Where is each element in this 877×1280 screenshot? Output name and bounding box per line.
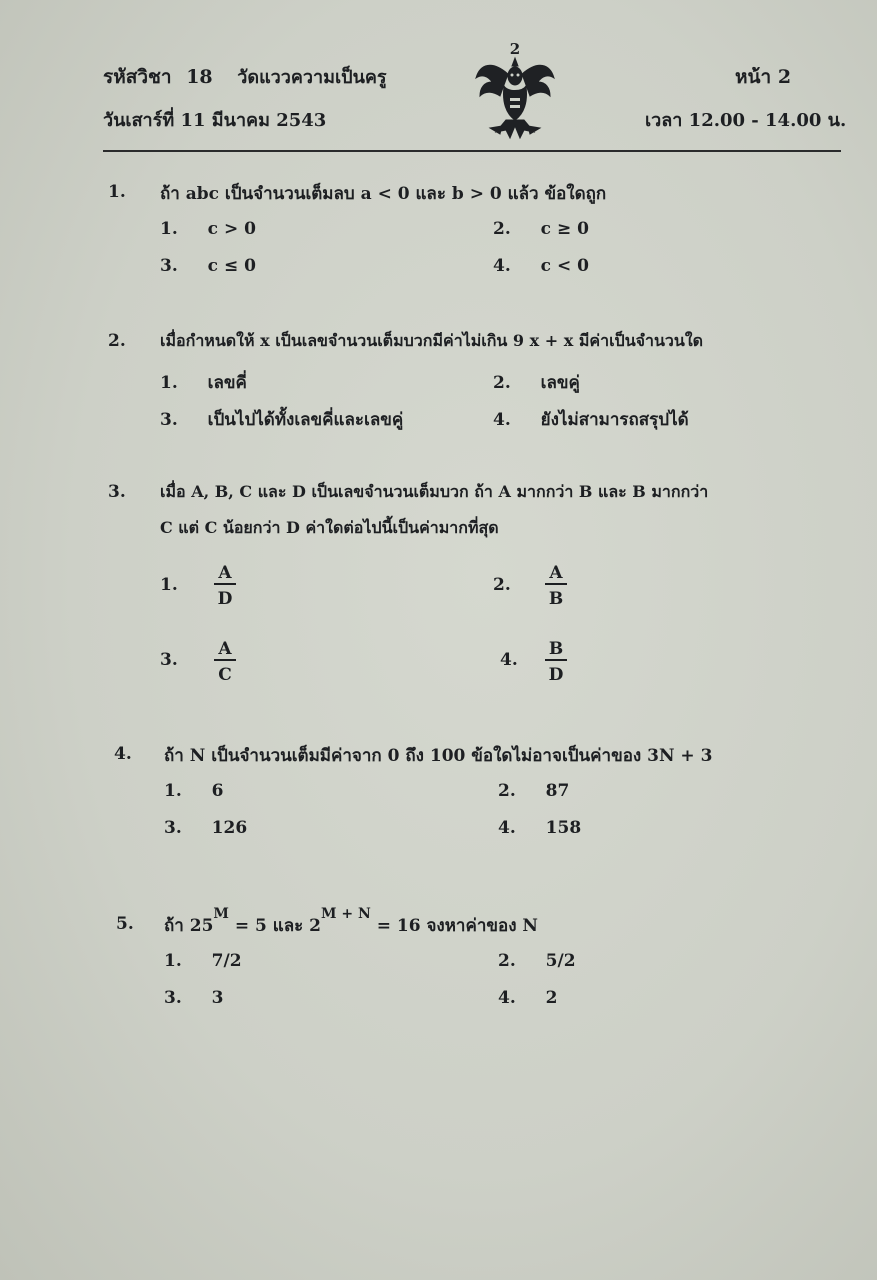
question-2-option-4: 4. ยังไม่สามารถสรุปได้: [493, 410, 689, 430]
question-5-option-4: 4. 2: [498, 988, 558, 1008]
question-4-option-4: 4. 158: [498, 818, 582, 838]
garuda-emblem-icon: [472, 40, 558, 144]
question-3-text-line-1: เมื่อ A, B, C และ D เป็นเลขจำนวนเต็มบวก ถ้า A มากกว่า B และ B มากกว่า: [160, 482, 709, 501]
emblem-number: 2: [509, 40, 521, 58]
page-label: หน้า: [735, 66, 772, 88]
question-3-option-4-fraction: [545, 639, 567, 689]
question-3-option-2-number: 2.: [493, 575, 511, 595]
question-2-option-3: 3. เป็นไปได้ทั้งเลขคี่และเลขคู่: [160, 410, 404, 430]
question-2-text: เมื่อกำหนดให้ x เป็นเลขจำนวนเต็มบวกมีค่าไม่เกิน 9 x + x มีค่าเป็นจำนวนใด: [160, 331, 704, 350]
question-2-number: 2.: [108, 331, 126, 351]
question-4-option-2: 2. 87: [498, 781, 570, 801]
question-3-option-1-number: 1.: [160, 575, 178, 595]
question-2-option-1: 1. เลขคี่: [160, 373, 247, 393]
question-5-text: ถ้า $25^M = 5$ และ $2^{M + N} = 16$ จงหาค่าของ N: [164, 906, 538, 936]
question-3-option-3-fraction: [214, 639, 236, 689]
question-5-option-3: 3. 3: [164, 988, 224, 1008]
header-divider: [103, 150, 841, 152]
question-1-text: ถ้า abc เป็นจำนวนเต็มลบ a < 0 และ b > 0 แล้ว ข้อใดถูก: [160, 184, 607, 204]
question-1-option-4: 4. c < 0: [493, 256, 589, 276]
question-1-option-2: 2. c ≥ 0: [493, 219, 589, 239]
question-3-number: 3.: [108, 482, 126, 502]
fraction-numerator: A: [545, 563, 567, 585]
question-3-option-3-number: 3.: [160, 650, 178, 670]
fraction-denominator: D: [548, 665, 564, 685]
fraction-numerator: A: [214, 639, 236, 661]
question-3-text-line-2: C แต่ C น้อยกว่า D ค่าใดต่อไปนี้เป็นค่ามากที่สุด: [160, 518, 499, 537]
question-4-option-3: 3. 126: [164, 818, 248, 838]
exam-time: เวลา 12.00 - 14.00 น.: [645, 110, 847, 131]
fraction-denominator: D: [217, 589, 233, 609]
fraction-numerator: B: [545, 639, 567, 661]
subject-line: [103, 62, 387, 92]
subject-code: 18: [186, 66, 213, 88]
question-5-number: 5.: [116, 914, 134, 934]
question-4-number: 4.: [114, 744, 132, 764]
question-1-option-1: 1. c > 0: [160, 219, 256, 239]
page-indicator: [735, 62, 791, 92]
fraction-numerator: A: [214, 563, 236, 585]
page-number: 2: [777, 66, 792, 88]
fraction-denominator: C: [218, 665, 232, 685]
question-1-number: 1.: [108, 182, 126, 202]
question-3-option-4-number: 4.: [500, 650, 518, 670]
question-3-option-1-fraction: [214, 563, 236, 613]
exponent-m-plus-n: M + N: [321, 906, 371, 923]
question-5-option-2: 2. 5/2: [498, 951, 576, 971]
subject-name: วัดแววความเป็นครู: [237, 67, 387, 88]
subject-code-label: รหัสวิชา: [103, 66, 172, 88]
exponent-m: M: [213, 906, 229, 923]
question-5-option-1: 1. 7/2: [164, 951, 242, 971]
question-4-option-1: 1. 6: [164, 781, 224, 801]
question-1-option-3: 3. c ≤ 0: [160, 256, 256, 276]
fraction-denominator: B: [548, 589, 564, 609]
exam-date: วันเสาร์ที่ 11 มีนาคม 2543: [103, 110, 327, 131]
question-4-text: ถ้า N เป็นจำนวนเต็มมีค่าจาก 0 ถึง 100 ข้อใดไม่อาจเป็นค่าของ 3N + 3: [164, 746, 713, 766]
question-3-option-2-fraction: [545, 563, 567, 613]
question-2-option-2: 2. เลขคู่: [493, 373, 580, 393]
